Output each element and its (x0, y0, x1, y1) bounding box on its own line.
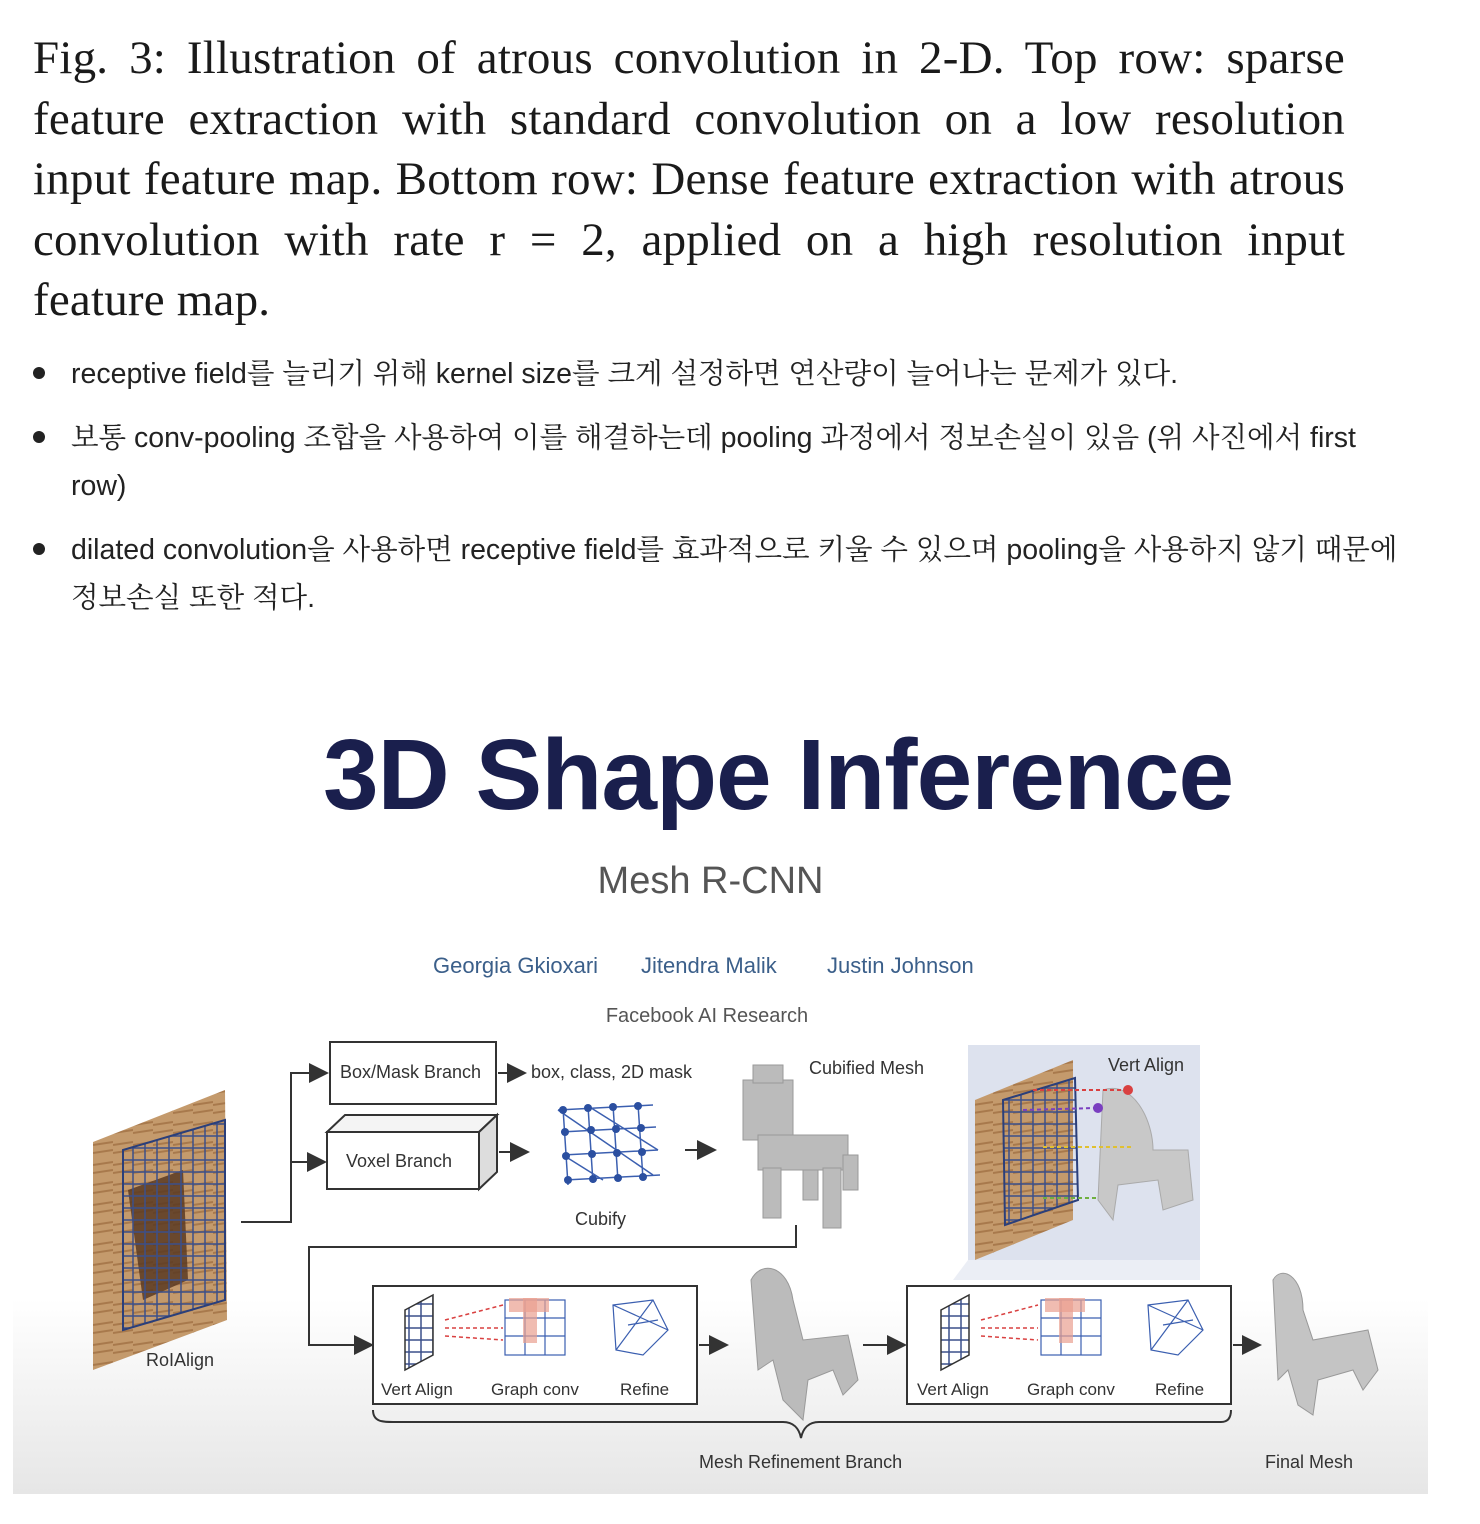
voxel-branch-label: Voxel Branch (346, 1151, 453, 1171)
bullet-list (30, 350, 1410, 638)
roialign-image (93, 1090, 227, 1370)
cubify-nodes (559, 1102, 647, 1184)
bullet-dot-icon (33, 367, 45, 379)
vert-align-label: Vert Align (917, 1380, 989, 1399)
slide-title: 3D Shape Inference (322, 719, 1234, 831)
author-name: Jitendra Malik (641, 953, 777, 978)
refine-label: Refine (1155, 1380, 1205, 1399)
bullet-item (30, 414, 1410, 510)
box-mask-branch-label: Box/Mask Branch (340, 1062, 482, 1082)
vert-align-inset (953, 1045, 1200, 1280)
figure-caption: Fig. 3: Illustration of atrous convolution in 2-D. Top row: sparse feature extraction with standard convolution on a low resolution input feature map. Bottom row: Dense feature extraction with atrous convolution with rate r = 2, applied on a high resolution input feature map. (33, 32, 1345, 326)
refine-label: Refine (620, 1380, 670, 1399)
bullet-item (30, 350, 1410, 398)
final-mesh-label: Final Mesh (1265, 1452, 1354, 1472)
cubified-mesh-label: Cubified Mesh (809, 1058, 925, 1078)
cubified-mesh-chair (743, 1065, 858, 1228)
affiliation: Facebook AI Research (605, 1005, 809, 1027)
bullet-item (30, 526, 1410, 622)
vert-align-label: Vert Align (381, 1380, 453, 1399)
roialign-label: RoIAlign (146, 1350, 215, 1370)
vert-align-inset-label: Vert Align (1108, 1055, 1185, 1075)
graph-conv-label: Graph conv (491, 1380, 579, 1399)
bullet-text: receptive field를 늘리기 위해 kernel size를 크게 설정하면 연산량이 늘어나는 문제가 있다. (71, 358, 1179, 390)
final-mesh-chair (1273, 1273, 1378, 1415)
author-name: Georgia Gkioxari (433, 953, 599, 978)
bullet-dot-icon (33, 543, 45, 555)
author-name: Justin Johnson (827, 953, 974, 978)
cubify-lattice-icon (558, 1104, 660, 1185)
mesh-rcnn-diagram (13, 680, 1428, 1494)
bullet-dot-icon (33, 431, 45, 443)
bullet-text: dilated convolution을 사용하면 receptive field를 효과적으로 키울 수 있으며 pooling을 사용하지 않기 때문에 정보손실 또한 적다. (71, 534, 1398, 614)
refined-mesh-chair (751, 1268, 858, 1420)
box-outputs-label: box, class, 2D mask (531, 1062, 693, 1082)
presentation-slide-image (13, 680, 1428, 1494)
cubify-label: Cubify (575, 1209, 627, 1229)
bullet-text: 보통 conv-pooling 조합을 사용하여 이를 해결하는데 pooling 과정에서 정보손실이 있음 (위 사진에서 first row) (71, 422, 1356, 502)
graph-conv-label: Graph conv (1027, 1380, 1115, 1399)
mesh-refinement-branch-label: Mesh Refinement Branch (699, 1452, 903, 1472)
slide-subtitle: Mesh R-CNN (597, 860, 824, 902)
